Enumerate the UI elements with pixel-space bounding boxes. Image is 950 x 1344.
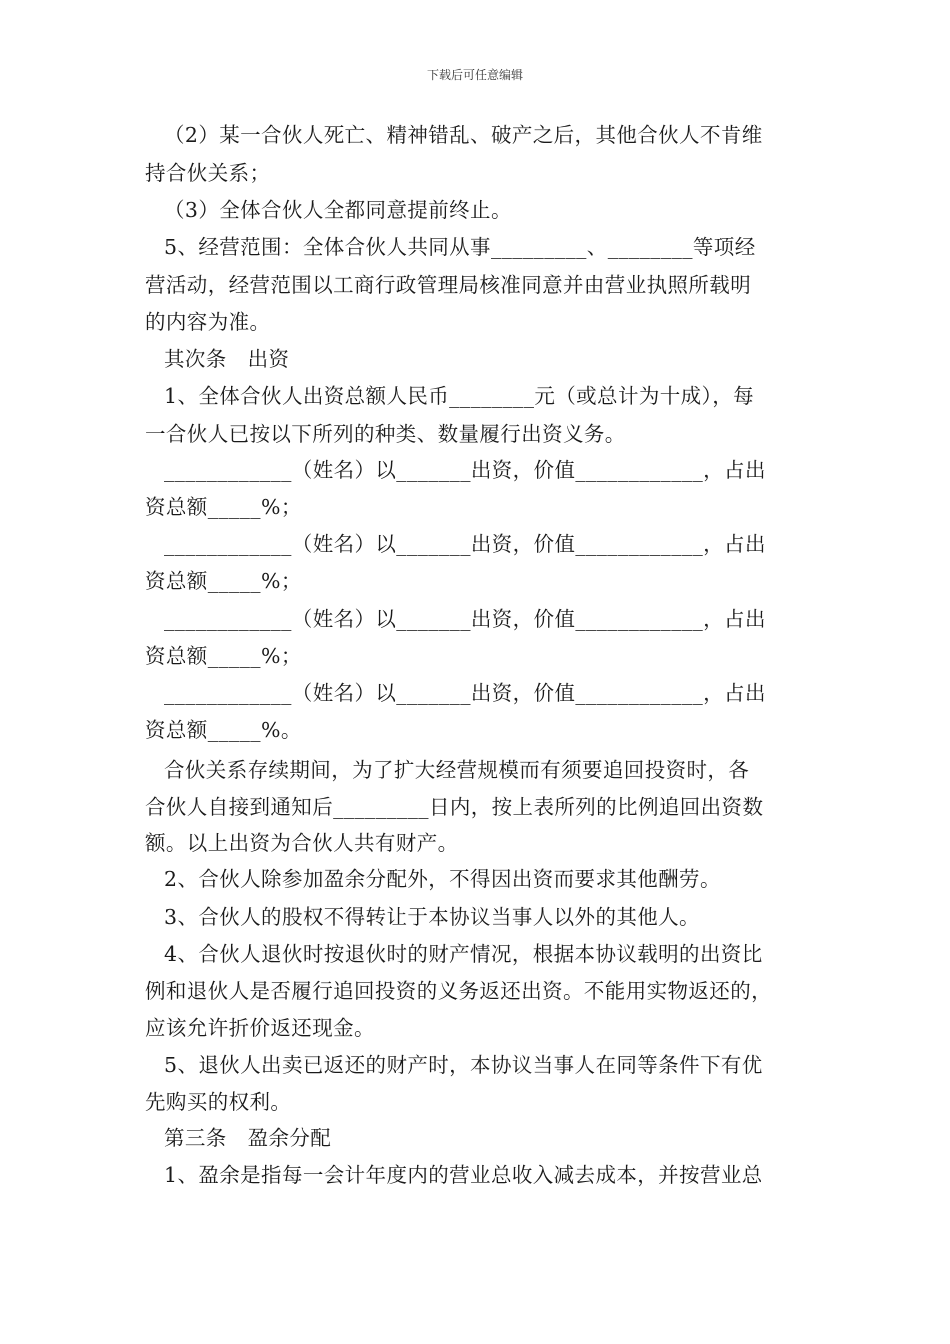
contribution-share: 资总额_____%。	[145, 718, 302, 742]
text-line: 营活动，经营范围以工商行政管理局核准同意并由营业执照所载明	[145, 273, 752, 297]
contribution-share: 资总额_____%；	[145, 569, 302, 593]
contribution-line: ____________（姓名）以_______出资，价值____________，占出	[164, 532, 766, 556]
contribution-line: ____________（姓名）以_______出资，价值____________，占出	[164, 681, 766, 705]
text-line: 5、退伙人出卖已返还的财产时，本协议当事人在同等条件下有优	[164, 1053, 763, 1077]
text-line: （2）某一合伙人死亡、精神错乱、破产之后，其他合伙人不肯维	[164, 123, 763, 147]
text-line: 持合伙关系；	[145, 161, 271, 185]
contribution-share: 资总额_____%；	[145, 644, 302, 668]
page-header-note: 下载后可任意编辑	[426, 68, 523, 82]
text-line: 1、全体合伙人出资总额人民币________元（或总计为十成），每	[164, 384, 754, 408]
section-heading: 第三条 盈余分配	[164, 1126, 332, 1150]
text-line: 合伙人自接到通知后_________日内，按上表所列的比例追回出资数	[145, 795, 764, 819]
section-heading: 其次条 出资	[164, 347, 290, 371]
text-line: 4、合伙人退伙时按退伙时的财产情况，根据本协议载明的出资比	[164, 942, 763, 966]
text-line: 额。以上出资为合伙人共有财产。	[145, 831, 459, 855]
text-line: 先购买的权利。	[145, 1090, 292, 1114]
text-line: 3、合伙人的股权不得转让于本协议当事人以外的其他人。	[164, 905, 700, 929]
text-line: 2、合伙人除参加盈余分配外，不得因出资而要求其他酬劳。	[164, 867, 721, 891]
text-line: 一合伙人已按以下所列的种类、数量履行出资义务。	[145, 422, 626, 446]
text-line: 5、经营范围：全体合伙人共同从事_________、________等项经	[164, 235, 756, 259]
text-line: 例和退伙人是否履行追回投资的义务返还出资。不能用实物返还的，	[145, 979, 772, 1003]
contribution-line: ____________（姓名）以_______出资，价值____________，占出	[164, 607, 766, 631]
text-line: 的内容为准。	[145, 310, 271, 334]
contribution-share: 资总额_____%；	[145, 495, 302, 519]
text-line: （3）全体合伙人全都同意提前终止。	[164, 198, 512, 222]
text-line: 应该允许折价返还现金。	[145, 1016, 375, 1040]
text-line: 合伙关系存续期间，为了扩大经营规模而有须要追回投资时，各	[164, 758, 750, 782]
contribution-line: ____________（姓名）以_______出资，价值____________，占出	[164, 458, 766, 482]
text-line: 1、盈余是指每一会计年度内的营业总收入减去成本，并按营业总	[164, 1163, 763, 1187]
